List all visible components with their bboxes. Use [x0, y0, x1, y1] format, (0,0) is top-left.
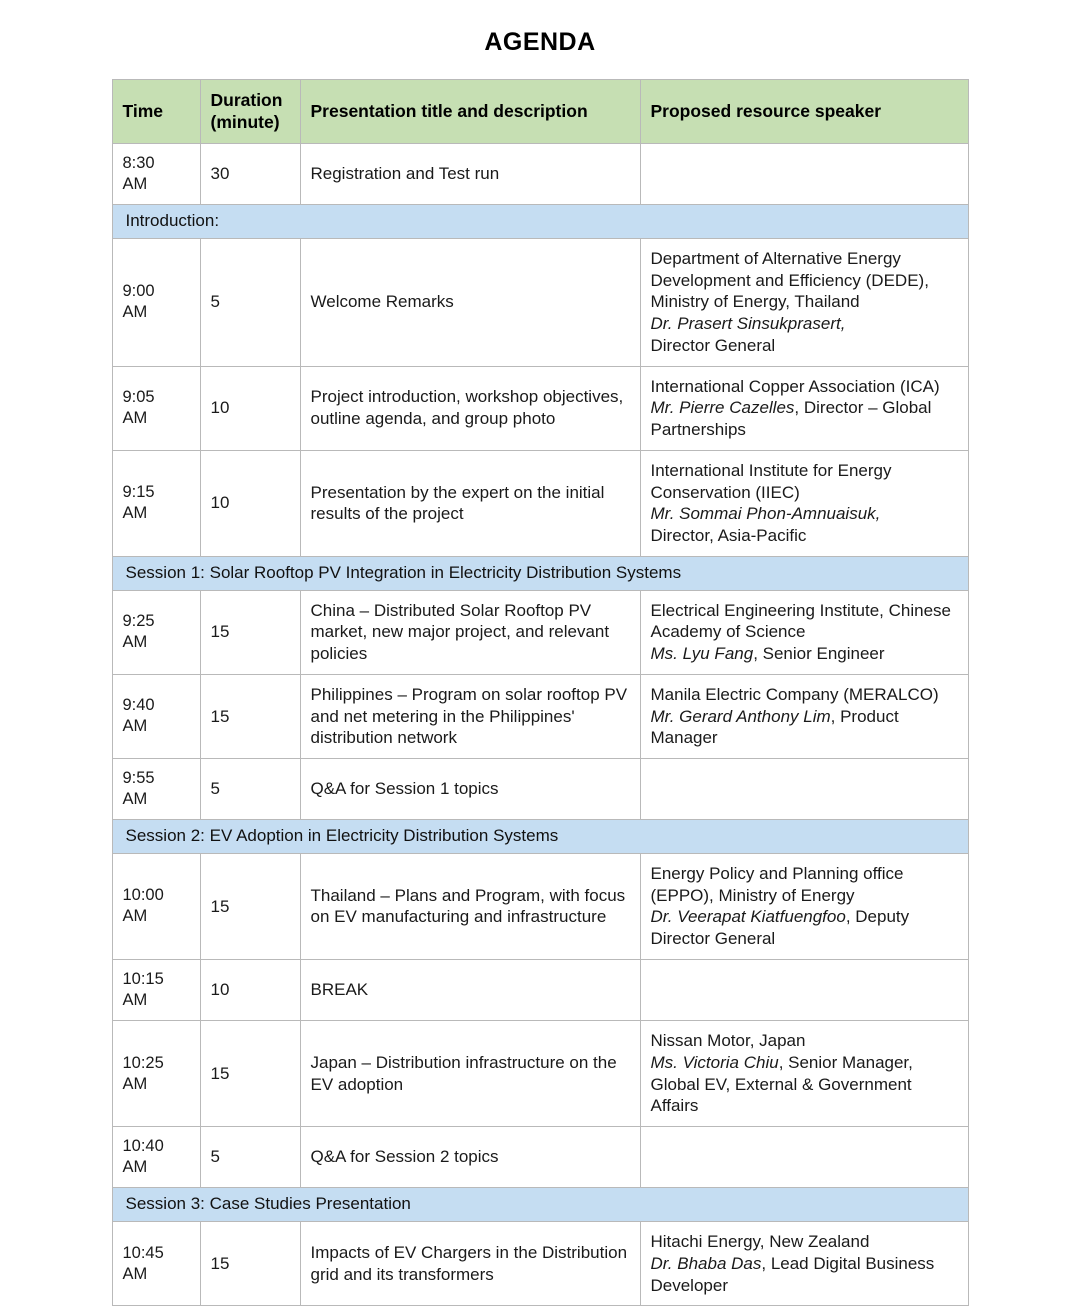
cell-speaker — [640, 1127, 968, 1188]
table-row — [112, 959, 968, 1020]
table-row — [112, 450, 968, 556]
table-row — [112, 853, 968, 959]
table-row — [112, 674, 968, 758]
time-hour: 8:30 — [122, 153, 155, 172]
cell-presentation-title: Thailand – Plans and Program, with focus on EV manufacturing and infrastructure — [300, 853, 640, 959]
cell-presentation-title: Philippines – Program on solar rooftop PV and net metering in the Philippines' distribution network — [300, 674, 640, 758]
section-row — [112, 556, 968, 590]
speaker-role: , Director – Global Partnerships — [650, 398, 932, 439]
time-meridiem: AM — [122, 303, 148, 322]
page-title: AGENDA — [484, 28, 596, 56]
time-hour: 9:15 — [122, 483, 155, 502]
section-row — [112, 1188, 968, 1222]
section-label: Session 2: EV Adoption in Electricity Distribution Systems — [112, 820, 968, 854]
table-header — [112, 80, 968, 144]
cell-duration: 5 — [200, 759, 300, 820]
speaker-organization: Hitachi Energy, New Zealand — [650, 1232, 870, 1252]
cell-time — [112, 590, 200, 674]
time-meridiem: AM — [122, 409, 148, 428]
cell-time — [112, 1127, 200, 1188]
speaker-name: Dr. Veerapat Kiatfuengfoo — [650, 907, 846, 927]
cell-speaker — [640, 759, 968, 820]
speaker-role: , Senior Manager, Global EV, External & Government Affairs — [650, 1052, 913, 1116]
speaker-role: , Senior Engineer — [753, 644, 885, 663]
time-meridiem: AM — [122, 633, 148, 652]
time-hour: 9:00 — [122, 282, 155, 301]
cell-duration: 15 — [200, 1021, 300, 1127]
cell-speaker — [640, 959, 968, 1020]
cell-duration: 10 — [200, 959, 300, 1020]
speaker-name: Mr. Gerard Anthony Lim — [650, 706, 831, 726]
cell-speaker — [640, 238, 968, 366]
time-hour: 10:15 — [122, 969, 164, 988]
cell-speaker — [640, 853, 968, 959]
time-meridiem: AM — [122, 991, 148, 1010]
cell-presentation-title: BREAK — [300, 959, 640, 1020]
time-hour: 9:05 — [122, 388, 155, 407]
table-row — [112, 1222, 968, 1306]
cell-time — [112, 959, 200, 1020]
speaker-organization: Electrical Engineering Institute, Chinese Academy of Science — [650, 600, 951, 642]
table-row — [112, 1021, 968, 1127]
cell-time — [112, 853, 200, 959]
cell-duration: 15 — [200, 674, 300, 758]
time-hour: 10:25 — [122, 1053, 164, 1072]
cell-speaker — [640, 1222, 968, 1306]
cell-duration: 30 — [200, 143, 300, 204]
time-hour: 10:40 — [122, 1137, 164, 1156]
speaker-role: Director, Asia-Pacific — [650, 526, 807, 545]
speaker-role: , Product Manager — [650, 706, 899, 748]
column-header-duration-line2: (minute) — [210, 112, 280, 133]
time-meridiem: AM — [122, 174, 148, 193]
speaker-name: Mr. Sommai Phon-Amnuaisuk, — [650, 504, 881, 524]
speaker-organization: Department of Alternative Energy Development and Efficiency (DEDE), Ministry of Energy, Thailand — [650, 248, 929, 312]
section-row — [112, 820, 968, 854]
column-header-speaker: Proposed resource speaker — [640, 80, 968, 144]
time-hour: 10:45 — [122, 1243, 164, 1262]
table-body — [112, 143, 968, 1306]
speaker-name: Ms. Lyu Fang — [650, 644, 754, 663]
cell-duration: 5 — [200, 1127, 300, 1188]
column-header-time: Time — [112, 80, 200, 144]
table-row — [112, 1127, 968, 1188]
cell-time — [112, 1222, 200, 1306]
cell-duration: 10 — [200, 366, 300, 450]
cell-speaker — [640, 450, 968, 556]
cell-time — [112, 759, 200, 820]
time-meridiem: AM — [122, 1074, 148, 1093]
section-label: Session 1: Solar Rooftop PV Integration in Electricity Distribution Systems — [112, 556, 968, 590]
speaker-role: , Lead Digital Business Developer — [650, 1253, 935, 1295]
table-row — [112, 238, 968, 366]
time-meridiem: AM — [122, 907, 148, 926]
speaker-organization: International Institute for Energy Conservation (IIEC) — [650, 460, 892, 502]
speaker-name: Mr. Pierre Cazelles — [650, 398, 795, 418]
cell-time — [112, 238, 200, 366]
speaker-role: Director General — [650, 335, 776, 355]
table-row — [112, 366, 968, 450]
cell-duration: 15 — [200, 1222, 300, 1306]
speaker-role: , Deputy Director General — [650, 907, 910, 949]
cell-duration: 15 — [200, 590, 300, 674]
column-header-duration-line1: Duration — [210, 90, 283, 110]
cell-duration: 15 — [200, 853, 300, 959]
agenda-table — [112, 79, 969, 1306]
speaker-name: Dr. Prasert Sinsukprasert, — [650, 314, 846, 333]
cell-speaker — [640, 143, 968, 204]
cell-time — [112, 366, 200, 450]
speaker-name: Dr. Bhaba Das — [650, 1253, 762, 1273]
cell-duration: 5 — [200, 238, 300, 366]
table-header-row — [112, 80, 968, 144]
time-meridiem: AM — [122, 790, 148, 809]
section-label: Introduction: — [112, 205, 968, 239]
time-hour: 9:40 — [122, 696, 155, 715]
speaker-organization: Energy Policy and Planning office (EPPO), Ministry of Energy — [650, 863, 904, 905]
time-hour: 9:25 — [122, 612, 155, 631]
section-label: Session 3: Case Studies Presentation — [112, 1188, 968, 1222]
cell-presentation-title: Registration and Test run — [300, 143, 640, 204]
time-meridiem: AM — [122, 1158, 148, 1177]
column-header-duration — [200, 80, 300, 144]
cell-speaker — [640, 674, 968, 758]
agenda-page — [0, 28, 1080, 1295]
column-header-presentation: Presentation title and description — [300, 80, 640, 144]
speaker-organization: Manila Electric Company (MERALCO) — [650, 684, 939, 704]
cell-speaker — [640, 1021, 968, 1127]
cell-speaker — [640, 366, 968, 450]
cell-presentation-title: China – Distributed Solar Rooftop PV market, new major project, and relevant policies — [300, 590, 640, 674]
cell-presentation-title: Welcome Remarks — [300, 238, 640, 366]
cell-time — [112, 143, 200, 204]
time-hour: 9:55 — [122, 769, 155, 787]
time-meridiem: AM — [122, 1264, 148, 1283]
speaker-organization: International Copper Association (ICA) — [650, 376, 940, 396]
cell-time — [112, 450, 200, 556]
cell-presentation-title: Impacts of EV Chargers in the Distribution grid and its transformers — [300, 1222, 640, 1306]
cell-speaker — [640, 590, 968, 674]
cell-time — [112, 1021, 200, 1127]
time-meridiem: AM — [122, 717, 148, 736]
cell-presentation-title: Q&A for Session 1 topics — [300, 759, 640, 820]
time-hour: 10:00 — [122, 886, 164, 905]
cell-duration: 10 — [200, 450, 300, 556]
table-row — [112, 759, 968, 820]
cell-presentation-title: Japan – Distribution infrastructure on the EV adoption — [300, 1021, 640, 1127]
table-row — [112, 590, 968, 674]
cell-presentation-title: Q&A for Session 2 topics — [300, 1127, 640, 1188]
speaker-name: Ms. Victoria Chiu — [650, 1052, 779, 1072]
table-row — [112, 143, 968, 204]
cell-time — [112, 674, 200, 758]
speaker-organization: Nissan Motor, Japan — [650, 1031, 806, 1051]
time-meridiem: AM — [122, 504, 148, 523]
section-row — [112, 205, 968, 239]
cell-presentation-title: Presentation by the expert on the initial results of the project — [300, 450, 640, 556]
cell-presentation-title: Project introduction, workshop objectives, outline agenda, and group photo — [300, 366, 640, 450]
